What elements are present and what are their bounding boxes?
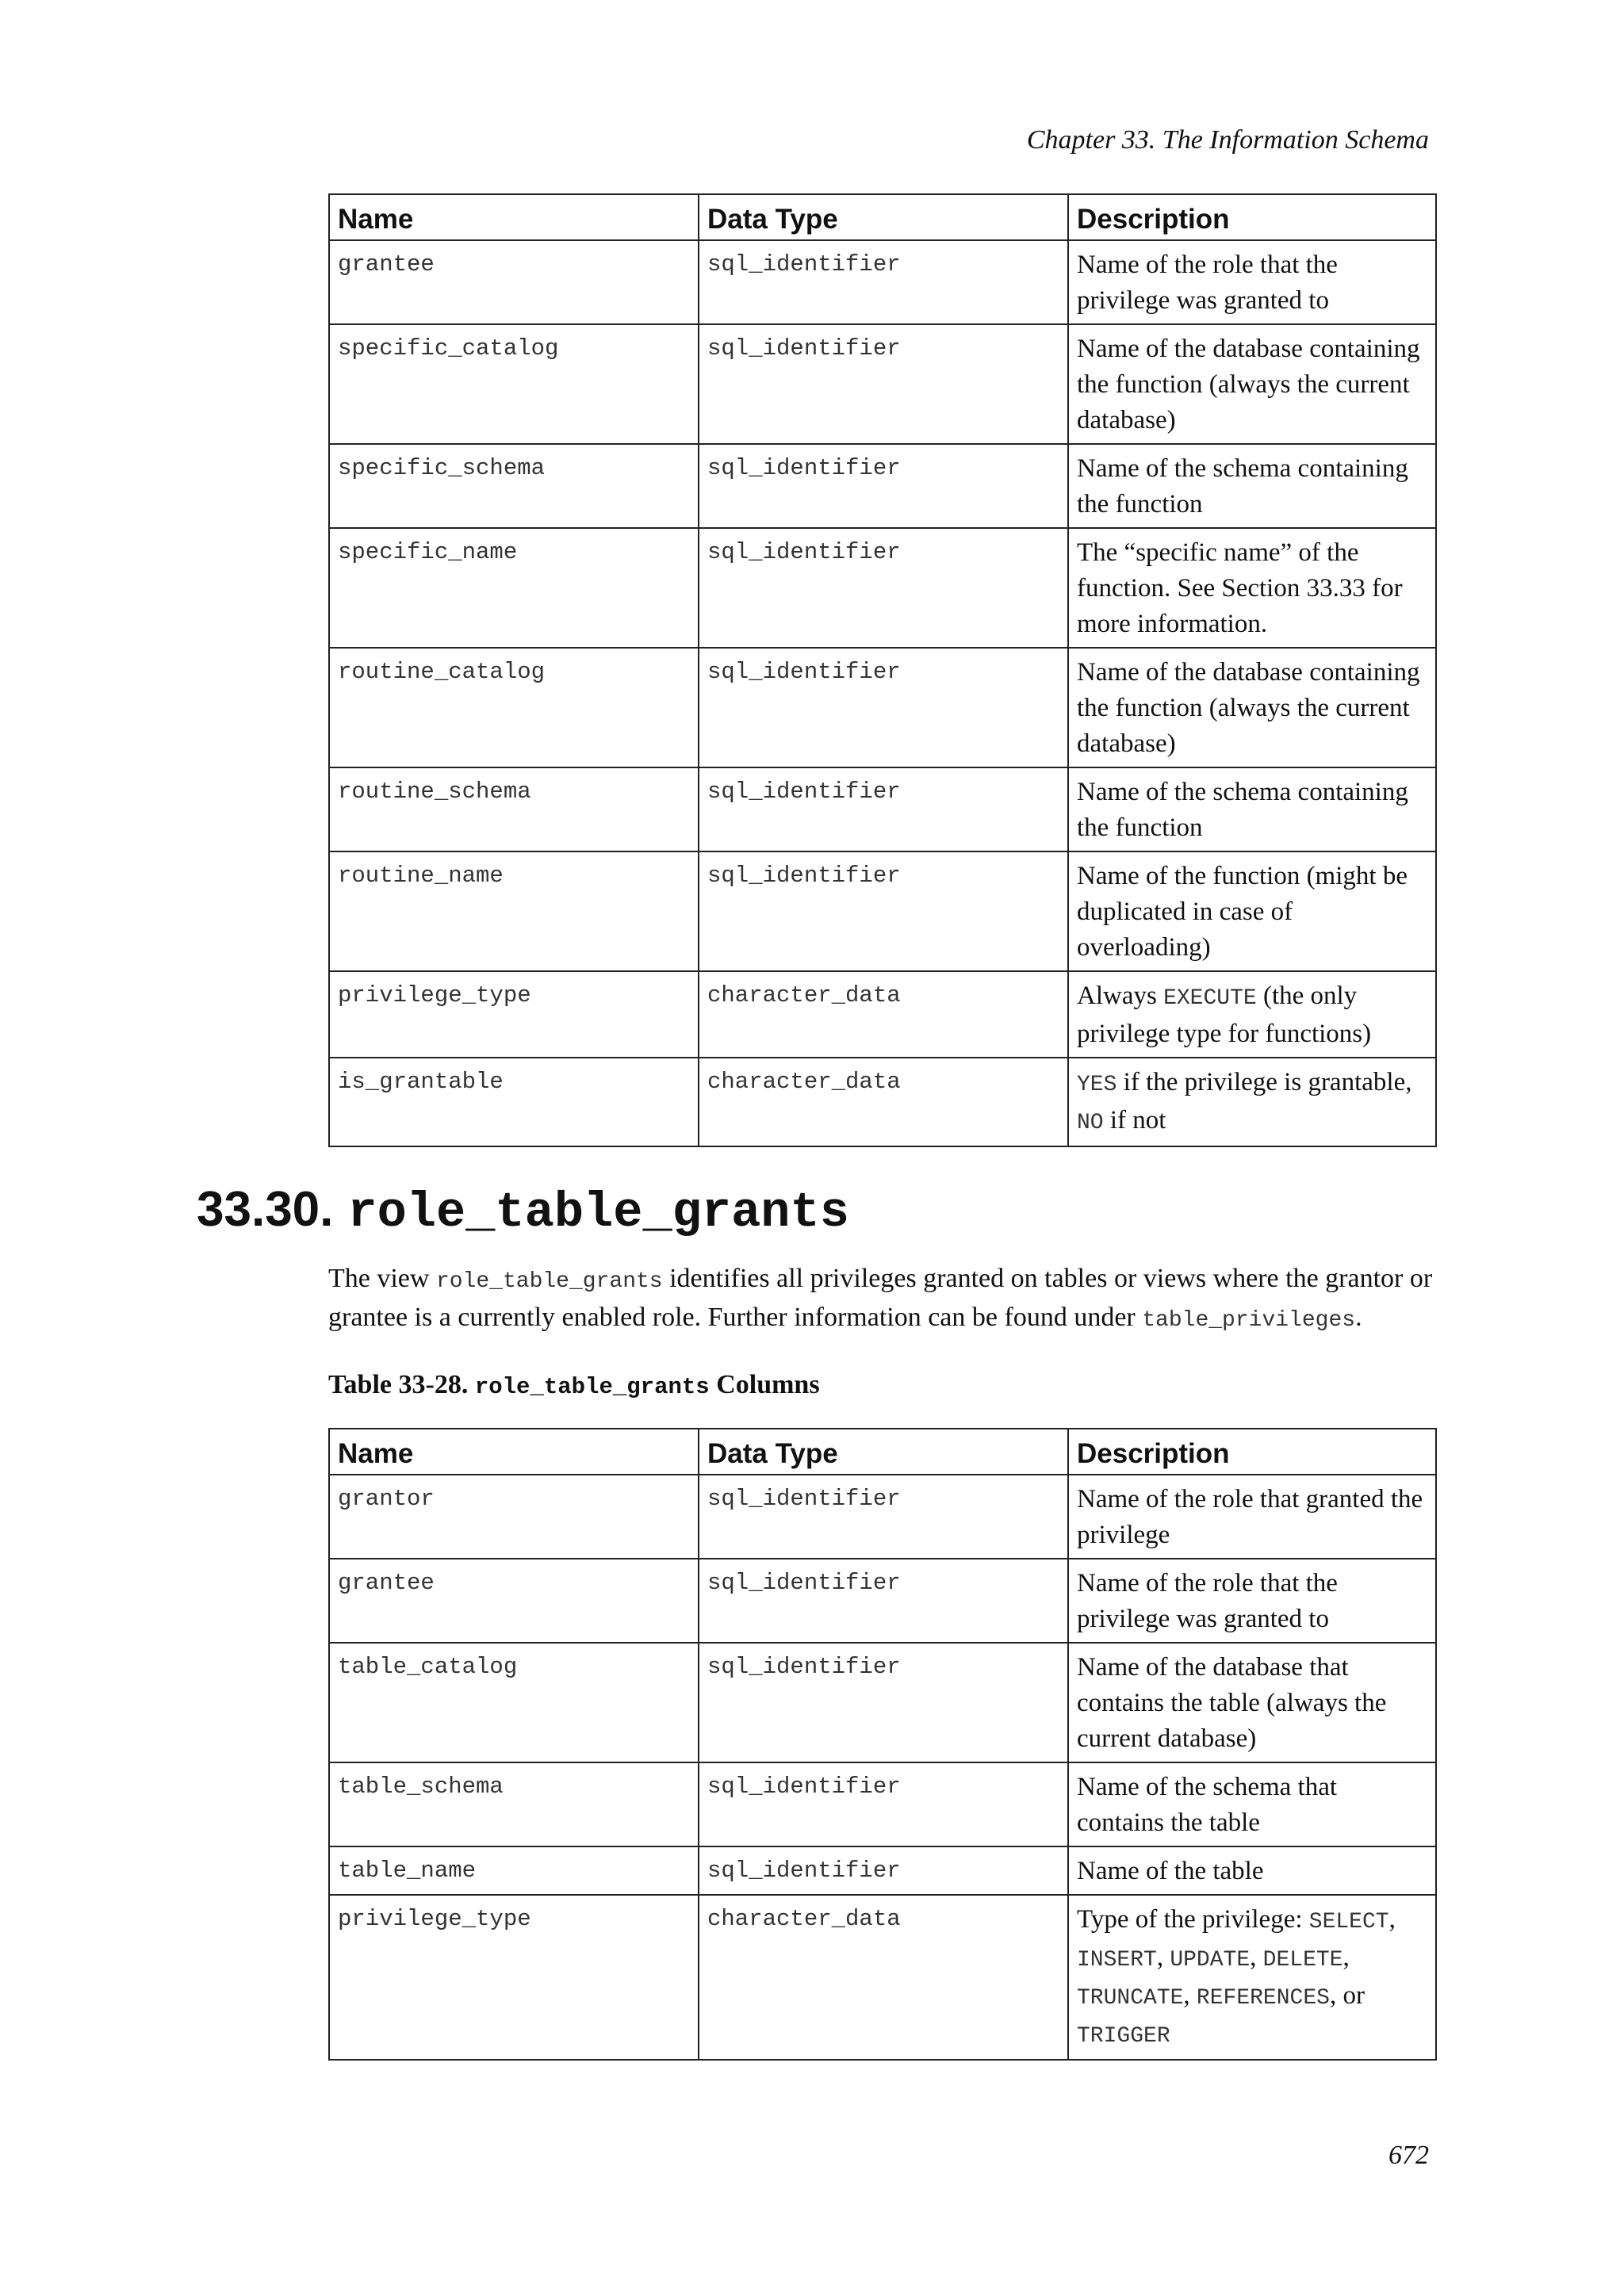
caption-suffix: Columns <box>709 1370 820 1399</box>
caption-prefix: Table 33-28. <box>328 1370 475 1399</box>
text-run: , <box>1156 1943 1170 1972</box>
inline-code: TRIGGER <box>1077 2024 1170 2049</box>
cell-data-type: sql_identifier <box>699 1762 1068 1846</box>
cell-column-name: routine_catalog <box>329 648 699 767</box>
cell-description <box>1068 1643 1436 1762</box>
cell-description <box>1068 528 1436 648</box>
cell-data-type: sql_identifier <box>699 648 1068 767</box>
table-row <box>329 324 1436 444</box>
cell-data-type: sql_identifier <box>699 1559 1068 1643</box>
cell-data-type: sql_identifier <box>699 324 1068 444</box>
text-run: Name of the role that the privilege was granted to <box>1077 251 1338 315</box>
table-row <box>329 1475 1436 1559</box>
inline-code: TRUNCATE <box>1077 1986 1184 2011</box>
text-run: if not <box>1103 1106 1166 1135</box>
inline-code: INSERT <box>1077 1948 1157 1973</box>
table-header-row <box>329 1429 1436 1475</box>
function-grants-table-continued <box>328 193 1437 1147</box>
column-header-data-type: Data Type <box>699 1429 1068 1475</box>
cell-description <box>1068 444 1436 528</box>
cell-description <box>1068 1895 1436 2060</box>
text-run: The “specific name” of the function. See Section 33.33 for more information. <box>1077 538 1403 638</box>
cell-column-name: table_name <box>329 1846 699 1895</box>
cell-data-type: sql_identifier <box>699 851 1068 971</box>
section-number: 33.30. <box>197 1182 334 1237</box>
table-row <box>329 971 1436 1058</box>
cell-data-type: sql_identifier <box>699 240 1068 324</box>
table-row <box>329 1762 1436 1846</box>
cell-column-name: table_schema <box>329 1762 699 1846</box>
inline-code: SELECT <box>1308 1910 1389 1934</box>
cell-description <box>1068 648 1436 767</box>
text-run: , or <box>1329 1981 1365 2010</box>
caption-code: role_table_grants <box>474 1374 710 1400</box>
cell-column-name: routine_name <box>329 851 699 971</box>
section-heading <box>197 1181 849 1241</box>
text-run: , <box>1250 1943 1263 1972</box>
cell-data-type: sql_identifier <box>699 1475 1068 1559</box>
inline-code: YES <box>1077 1073 1117 1097</box>
text-run: Name of the schema containing the function <box>1077 454 1408 519</box>
cell-description <box>1068 1762 1436 1846</box>
role-table-grants-columns-table <box>328 1428 1437 2061</box>
cell-data-type: character_data <box>699 971 1068 1058</box>
text-run: Name of the role that granted the privilege <box>1077 1485 1423 1549</box>
text-run: (the only privilege type for functions) <box>1077 982 1372 1048</box>
cell-column-name: table_catalog <box>329 1643 699 1762</box>
inline-code: table_privileges <box>1142 1308 1356 1333</box>
cell-data-type: sql_identifier <box>699 444 1068 528</box>
text-run: , <box>1388 1905 1396 1934</box>
table-row <box>329 240 1436 324</box>
text-run: if the privilege is grantable, <box>1116 1068 1412 1096</box>
inline-code: NO <box>1077 1111 1104 1135</box>
inline-code: UPDATE <box>1170 1948 1251 1973</box>
table-row <box>329 528 1436 648</box>
table-header-row <box>329 194 1436 240</box>
running-header: Chapter 33. The Information Schema <box>1026 125 1429 155</box>
table-row <box>329 648 1436 767</box>
cell-description <box>1068 1559 1436 1643</box>
inline-code: DELETE <box>1262 1948 1343 1973</box>
cell-column-name: is_grantable <box>329 1058 699 1146</box>
cell-column-name: grantee <box>329 1559 699 1643</box>
column-header-name: Name <box>329 1429 699 1475</box>
text-run: Type of the privilege: <box>1077 1905 1309 1934</box>
cell-description <box>1068 1475 1436 1559</box>
cell-description <box>1068 1846 1436 1895</box>
page-number: 672 <box>1388 2141 1429 2170</box>
text-run: The view <box>328 1264 436 1293</box>
inline-code: REFERENCES <box>1196 1986 1330 2011</box>
table-row <box>329 1895 1436 2060</box>
text-run: . <box>1355 1303 1362 1332</box>
cell-column-name: grantee <box>329 240 699 324</box>
text-run: Name of the database containing the function (always the current database) <box>1077 658 1420 758</box>
cell-data-type: sql_identifier <box>699 767 1068 851</box>
cell-description <box>1068 324 1436 444</box>
column-header-name: Name <box>329 194 699 240</box>
text-run: , <box>1342 1943 1350 1972</box>
text-run: Name of the table <box>1077 1857 1264 1885</box>
text-run: Name of the function (might be duplicated in case of overloading) <box>1077 862 1408 962</box>
table-row <box>329 767 1436 851</box>
table-row <box>329 1559 1436 1643</box>
text-run: Name of the schema that contains the table <box>1077 1773 1338 1837</box>
cell-data-type: sql_identifier <box>699 1846 1068 1895</box>
cell-column-name: privilege_type <box>329 971 699 1058</box>
cell-column-name: specific_catalog <box>329 324 699 444</box>
text-run: Name of the role that the privilege was granted to <box>1077 1569 1338 1633</box>
text-run: identifies all privileges granted on tables or views where the grantor or grantee is a currently enabled role. Further information can be found under <box>328 1264 1433 1332</box>
table-row <box>329 1846 1436 1895</box>
cell-column-name: privilege_type <box>329 1895 699 2060</box>
cell-column-name: specific_name <box>329 528 699 648</box>
inline-code: EXECUTE <box>1163 986 1257 1011</box>
cell-data-type: sql_identifier <box>699 528 1068 648</box>
cell-data-type: character_data <box>699 1058 1068 1146</box>
table-row <box>329 1058 1436 1146</box>
column-header-data-type: Data Type <box>699 194 1068 240</box>
cell-description <box>1068 1058 1436 1146</box>
cell-description <box>1068 971 1436 1058</box>
cell-data-type: character_data <box>699 1895 1068 2060</box>
text-run: Always <box>1077 982 1164 1010</box>
text-run: Name of the schema containing the function <box>1077 778 1408 842</box>
text-run: , <box>1183 1981 1197 2010</box>
cell-column-name: grantor <box>329 1475 699 1559</box>
intro-paragraph <box>328 1261 1438 1338</box>
cell-column-name: routine_schema <box>329 767 699 851</box>
cell-description <box>1068 851 1436 971</box>
table-caption <box>328 1370 820 1400</box>
cell-description <box>1068 767 1436 851</box>
table-row <box>329 851 1436 971</box>
column-header-description: Description <box>1068 194 1436 240</box>
column-header-description: Description <box>1068 1429 1436 1475</box>
cell-column-name: specific_schema <box>329 444 699 528</box>
cell-data-type: sql_identifier <box>699 1643 1068 1762</box>
table-row <box>329 1643 1436 1762</box>
table-row <box>329 444 1436 528</box>
text-run: Name of the database that contains the table (always the current database) <box>1077 1653 1387 1753</box>
section-name: role_table_grants <box>347 1184 849 1241</box>
text-run: Name of the database containing the function (always the current database) <box>1077 335 1420 434</box>
cell-description <box>1068 240 1436 324</box>
inline-code: role_table_grants <box>435 1269 663 1294</box>
